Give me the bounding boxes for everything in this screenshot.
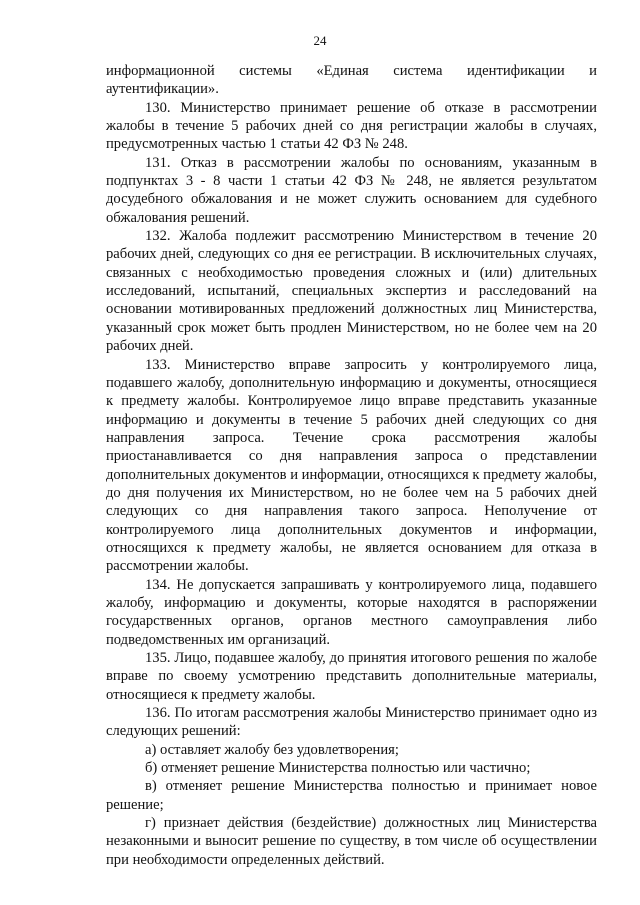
paragraph-number: 135. [145,650,171,666]
paragraph-number: 133. [145,356,171,373]
paragraph-text: Министерство принимает решение об отказе в рассмотрении жалобы в течение 5 рабочих дней со дня регистрации жалобы в случаях, предусмотренных частью 1 статьи 42 ФЗ № 248. [106,99,597,153]
paragraph-number: 130. [145,99,171,116]
list-item-a [106,741,597,759]
document-body [106,62,597,869]
list-item-text: признает действия (бездействие) должностных лиц Министерства незаконными и выносит решение по существу, в том числе об осуществлении при необходимости определенных действий. [106,815,597,868]
paragraph-number: 132. [145,228,171,245]
list-item-v [106,777,597,814]
paragraph-number: 131. [145,154,171,171]
paragraph-131 [106,154,597,227]
paragraph-text: Лицо, подавшее жалобу, до принятия итогового решения по жалобе вправе по своему усмотрению представить дополнительные материалы, относящиеся к предмету жалобы. [106,650,597,703]
page-number: 24 [313,33,327,48]
paragraph-text: Не допускается запрашивать у контролируемого лица, подавшего жалобу, информацию и документы, которые находятся в распоряжении государственных органов, органов местного самоуправления либо подведомственных им организаций. [106,576,597,648]
list-item-text: отменяет решение Министерства полностью и принимает новое решение; [106,778,597,813]
list-item-text: оставляет жалобу без удовлетворения; [160,741,399,758]
paragraph-text: Отказ в рассмотрении жалобы по основаниям, указанным в подпунктах 3 - 8 части 1 статьи 42 ФЗ № 248, не является результатом досудебного обжалования и не может служить основанием для судебного обжалования решений. [106,154,598,226]
paragraph-132 [106,227,597,355]
list-item-b [106,759,597,777]
paragraph-130 [106,99,597,154]
list-item-marker: в) [145,778,157,795]
paragraph-134 [106,576,597,649]
paragraph-continuation [106,62,597,99]
list-item-text: отменяет решение Министерства полностью или частично; [160,760,531,777]
paragraph-text: Жалоба подлежит рассмотрению Министерством в течение 20 рабочих дней, следующих со дня ее регистрации. В исключительных случаях, связанных с необходимостью проведения сложных и (или) длительных исследований, испытаний, специальных экспертиз и расследований на основании мотивированных предложений должностных лиц Министерства, указанный срок может быть продлен Министерством, но не более чем на 20 рабочих дней. [106,228,597,355]
paragraph-136 [106,704,597,741]
paragraph-number: 134. [145,576,171,593]
paragraph-135 [106,649,597,704]
paragraph-text: Министерство вправе запросить у контролируемого лица, подавшего жалобу, дополнительную информацию и документы, относящиеся к предмету жалобы. Контролируемое лицо вправе представить указанные информацию и документы в течение 5 рабочих дней следующих со дня направления запроса. Течение срока рассмотрения жалобы приостанавливается со дня направления запроса о представлении дополнительных документов и информации, относящихся к предмету жалобы, до дня получения их Министерством, но не более чем на 5 рабочих дней следующих со дня направления такого запроса. Неполучение от контролируемого лица дополнительных документов и информации, относящихся к предмету жалобы, не является основанием для отказа в рассмотрении жалобы. [106,356,597,575]
paragraph-number: 136. [145,705,171,722]
paragraph-text: информационной системы «Единая система идентификации и аутентификации». [106,63,597,98]
list-item-marker: г) [145,815,156,832]
list-item-marker: б) [145,760,158,777]
paragraph-133 [106,356,597,576]
list-item-marker: а) [145,741,157,758]
list-item-g [106,814,597,869]
paragraph-text: По итогам рассмотрения жалобы Министерство принимает одно из следующих решений: [106,705,597,740]
